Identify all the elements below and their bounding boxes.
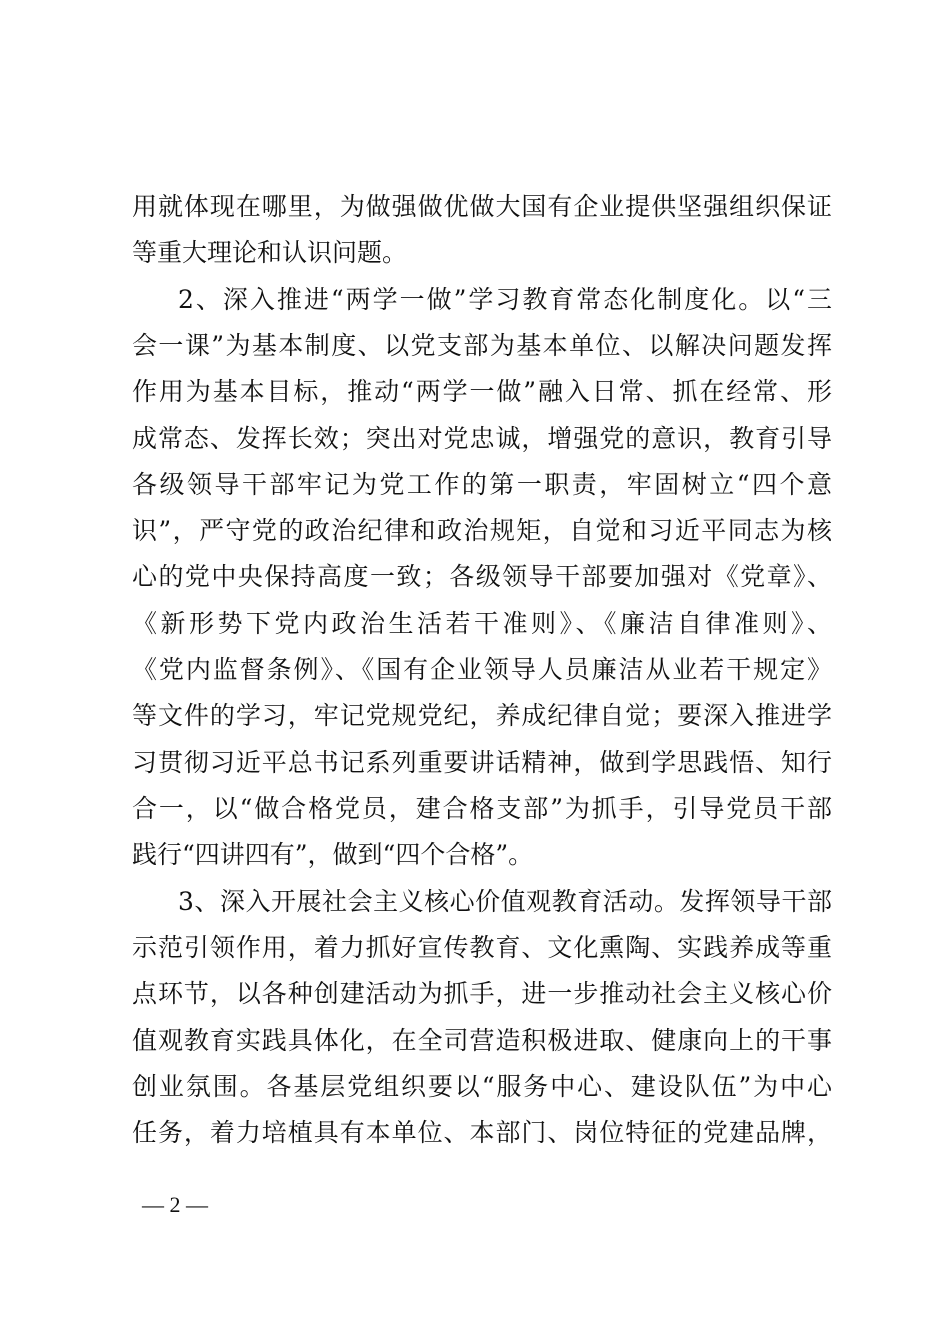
- text-line: 成常态、发挥长效；突出对党忠诚，增强党的意识，教育引导: [132, 424, 832, 453]
- text-line: 值观教育实践具体化，在全司营造积极进取、健康向上的干事: [132, 1026, 832, 1055]
- text-line: 各级领导干部牢记为党工作的第一职责，牢固树立“四个意: [132, 470, 832, 499]
- text-line: 践行“四讲四有”，做到“四个合格”。: [132, 840, 534, 869]
- text-line: 《党内监督条例》、《国有企业领导人员廉洁从业若干规定》: [132, 655, 832, 684]
- text-line: 用就体现在哪里，为做强做优做大国有企业提供坚强组织保证: [132, 192, 832, 221]
- text-line: 点环节，以各种创建活动为抓手，进一步推动社会主义核心价: [132, 979, 832, 1008]
- page-number: — 2 —: [142, 1192, 208, 1217]
- text-line: 会一课”为基本制度、以党支部为基本单位、以解决问题发挥: [132, 331, 832, 360]
- text-line: 任务，着力培植具有本单位、本部门、岗位特征的党建品牌，: [132, 1118, 832, 1147]
- text-line: 创业氛围。各基层党组织要以“服务中心、建设队伍”为中心: [132, 1072, 832, 1101]
- text-line: 示范引领作用，着力抓好宣传教育、文化熏陶、实践养成等重: [132, 933, 832, 962]
- text-line: 习贯彻习近平总书记系列重要讲话精神，做到学思践悟、知行: [132, 748, 832, 777]
- text-line: 识”，严守党的政治纪律和政治规矩，自觉和习近平同志为核: [132, 516, 832, 545]
- text-line: 作用为基本目标，推动“两学一做”融入日常、抓在经常、形: [132, 377, 832, 406]
- text-line: 2、深入推进“两学一做”学习教育常态化制度化。以“三: [178, 285, 832, 314]
- text-line: 心的党中央保持高度一致；各级领导干部要加强对《党章》、: [132, 562, 832, 591]
- text-line: 合一，以“做合格党员，建合格支部”为抓手，引导党员干部: [132, 794, 832, 823]
- text-line: 等重大理论和认识问题。: [132, 238, 408, 267]
- text-line: 3、深入开展社会主义核心价值观教育活动。发挥领导干部: [178, 887, 832, 916]
- text-line: 《新形势下党内政治生活若干准则》、《廉洁自律准则》、: [132, 609, 832, 638]
- text-line: 等文件的学习，牢记党规党纪，养成纪律自觉；要深入推进学: [132, 701, 832, 730]
